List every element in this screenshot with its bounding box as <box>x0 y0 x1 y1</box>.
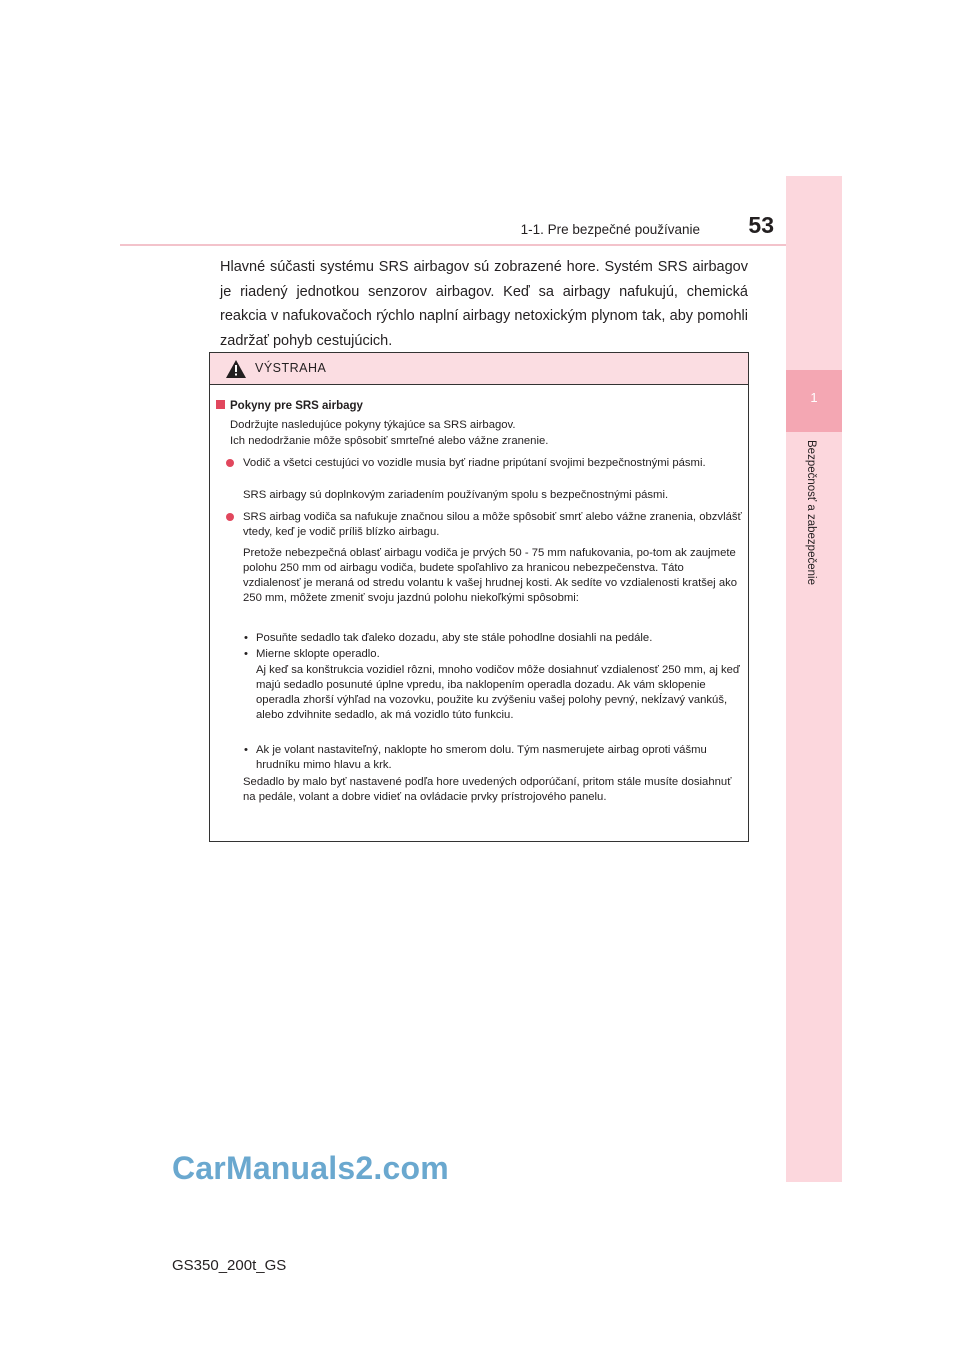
bullet-text: SRS airbag vodiča sa nafukuje značnou silou a môže spôsobiť smrť alebo vážne zranenia, obzvlášť vtedy, keď je vodič príliš blízko airbagu. <box>243 511 742 538</box>
bullet-dot-icon <box>226 459 234 467</box>
warning-title: VÝSTRAHA <box>255 361 327 375</box>
chapter-title: 1-1. Pre bezpečné používanie <box>520 222 700 237</box>
bullet-detail: Pretože nebezpečná oblasť airbagu vodiča je prvých 50 - 75 mm nafukovania, po-tom ak zaujmete polohu 250 mm od airbagu vodiča, budete spoľahlivo za hranicou nebezpečenstva. Táto vzdialenosť je meraná od stredu volantu k vašej hrudnej kosti. Ak sedíte vo vzdialenosti kratšej ako 250 mm, môžete zmeniť svoju jazdnú polohu niekoľkými spôsobmi: <box>243 547 738 604</box>
warning-header <box>210 353 748 385</box>
bullet-text: Vodič a všetci cestujúci vo vozidle musia byť riadne pripútaní svojimi bezpečnostnými pásmi. <box>243 457 706 469</box>
warning-box <box>209 352 749 842</box>
section-heading <box>216 399 363 414</box>
bullet-dot-icon <box>226 513 234 521</box>
warning-triangle-icon <box>226 360 246 378</box>
bullet-note: SRS airbagy sú doplnkovým zariadením používaným spolu s bezpečnostnými pásmi. <box>243 489 669 501</box>
closing-paragraph: Sedadlo by malo byť nastavené podľa hore uvedených odporúčaní, pritom stále musíte dosiahnuť na pedále, volant a dobre vidieť na ovládacie prvky prístrojového panelu. <box>243 776 732 803</box>
intro-paragraph: Hlavné súčasti systému SRS airbagov sú zobrazené hore. Systém SRS airbagov je riadený jednotkou senzorov airbagov. Keď sa airbagy nafukujú, chemická reakcia v nafukovačoch rýchlo naplní airbagy netoxickým plynom tak, aby pomohli zadržať pohyb cestujúcich. <box>220 259 748 349</box>
sub-item-detail: Aj keď sa konštrukcia vozidiel rôzni, mnoho vodičov môže dosiahnuť vzdialenosť 250 mm, aj keď majú sedadlo posunuté úplne vpredu, iba naklopením operadla dozadu. Ak vám sklopenie operadla zhorší výhľad na vozovku, použite ku zvýšeniu vašej polohy pevný, nekĺzavý vankúš, alebo zdvihnite sedadlo, ak má vozidlo túto funkciu. <box>256 664 740 721</box>
sub-item: • Mierne sklopte operadlo. <box>244 647 744 662</box>
page-header <box>120 212 842 246</box>
bullet-item <box>226 456 744 471</box>
chapter-tab-label: Bezpečnosť a zabezpečenie <box>805 440 817 585</box>
sub-item-text: Mierne sklopte operadlo. <box>256 648 380 660</box>
chapter-tab[interactable] <box>786 370 842 432</box>
sub-item: • Ak je volant nastaviteľný, naklopte ho smerom dolu. Tým nasmerujete airbag oproti vášmu hrudníku mimo hlavu a krk. <box>244 743 744 773</box>
header-divider <box>120 244 842 246</box>
bullet-item <box>226 510 744 540</box>
lead-line-1: Dodržujte nasledujúce pokyny týkajúce sa SRS airbagov. <box>230 419 516 431</box>
section-heading-text: Pokyny pre SRS airbagy <box>230 400 363 412</box>
page-number: 53 <box>748 212 774 238</box>
lead-line-2: Ich nedodržanie môže spôsobiť smrteľné alebo vážne zranenie. <box>230 435 549 447</box>
footer-code: GS350_200t_GS <box>172 1257 287 1274</box>
square-bullet-icon <box>216 400 225 409</box>
chapter-tab-number: 1 <box>810 390 818 405</box>
sub-item: • Posuňte sedadlo tak ďaleko dozadu, aby ste stále pohodlne dosiahli na pedále. <box>244 631 744 646</box>
sub-item-text: Posuňte sedadlo tak ďaleko dozadu, aby ste stále pohodlne dosiahli na pedále. <box>256 632 653 644</box>
sub-item-text: Ak je volant nastaviteľný, naklopte ho smerom dolu. Tým nasmerujete airbag oproti vášmu hrudníku mimo hlavu a krk. <box>256 744 707 771</box>
side-band <box>786 176 842 1182</box>
watermark-logo: CarManuals2.com <box>172 1150 449 1186</box>
